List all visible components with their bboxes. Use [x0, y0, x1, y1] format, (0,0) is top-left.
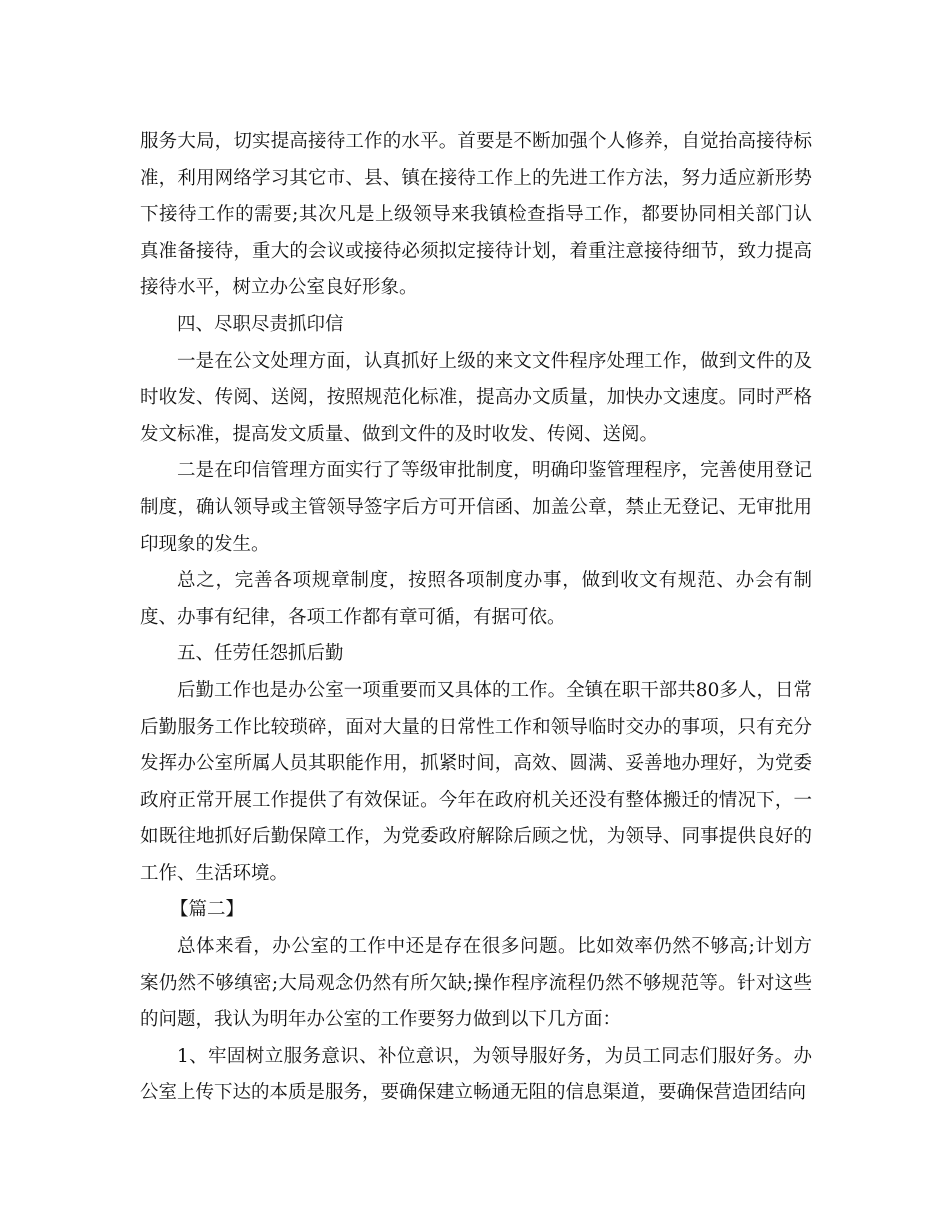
- section-heading-part-two: 【篇二】: [170, 899, 245, 921]
- paragraph-reception-service: 服务大局，切实提高接待工作的水平。首要是不断加强个人修养，自觉抬高接待标准，利用网络学习其它市、县、镇在接待工作上的先进工作方法，努力适应新形势下接待工作的需要;其次凡是上级领导来我镇检查指导工作，都要协同相关部门认真准备接待，重大的会议或接待必须拟定接待计划，着重注意接待细节，致力提高接待水平，树立办公室良好形象。: [140, 131, 812, 299]
- paragraph-service-awareness: 1、牢固树立服务意识、补位意识，为领导服好务，为员工同志们服好务。办公室上传下达的本质是服务，要确保建立畅通无阻的信息渠道，要确保营造团结向: [140, 1045, 812, 1104]
- paragraph-logistics-work: 后勤工作也是办公室一项重要而又具体的工作。全镇在职干部共80多人，日常后勤服务工作比较琐碎，面对大量的日常性工作和领导临时交办的事项，只有充分发挥办公室所属人员其职能作用，抓紧时间，高效、圆满、妥善地办理好，为党委政府正常开展工作提供了有效保证。今年在政府机关还没有整体搬迁的情况下，一如既往地抓好后勤保障工作，为党委政府解除后顾之忧，为领导、同事提供良好的工作、生活环境。: [140, 679, 812, 884]
- document-body: [140, 124, 812, 1112]
- paragraph-problems-overview: 总体来看，办公室的工作中还是存在很多问题。比如效率仍然不够高;计划方案仍然不够缜密;大局观念仍然有所欠缺;操作程序流程仍然不够规范等。针对这些的问题，我认为明年办公室的工作要努力做到以下几方面：: [140, 936, 812, 1031]
- paragraph-document-handling: 一是在公文处理方面，认真抓好上级的来文文件程序处理工作，做到文件的及时收发、传阅、送阅，按照规范化标准，提高办文质量，加快办文速度。同时严格发文标准，提高发文质量、做到文件的及时收发、传阅、送阅。: [140, 350, 812, 445]
- paragraph-summary-rules: 总之，完善各项规章制度，按照各项制度办事，做到收文有规范、办会有制度、办事有纪律，各项工作都有章可循，有据可依。: [140, 570, 812, 628]
- section-heading-logistics: 五、任劳任怨抓后勤: [177, 643, 344, 665]
- section-heading-seals: 四、尽职尽责抓印信: [177, 313, 344, 335]
- paragraph-seal-management: 二是在印信管理方面实行了等级审批制度，明确印鉴管理程序，完善使用登记制度，确认领导或主管领导签字后方可开信函、加盖公章，禁止无登记、无审批用印现象的发生。: [140, 460, 812, 555]
